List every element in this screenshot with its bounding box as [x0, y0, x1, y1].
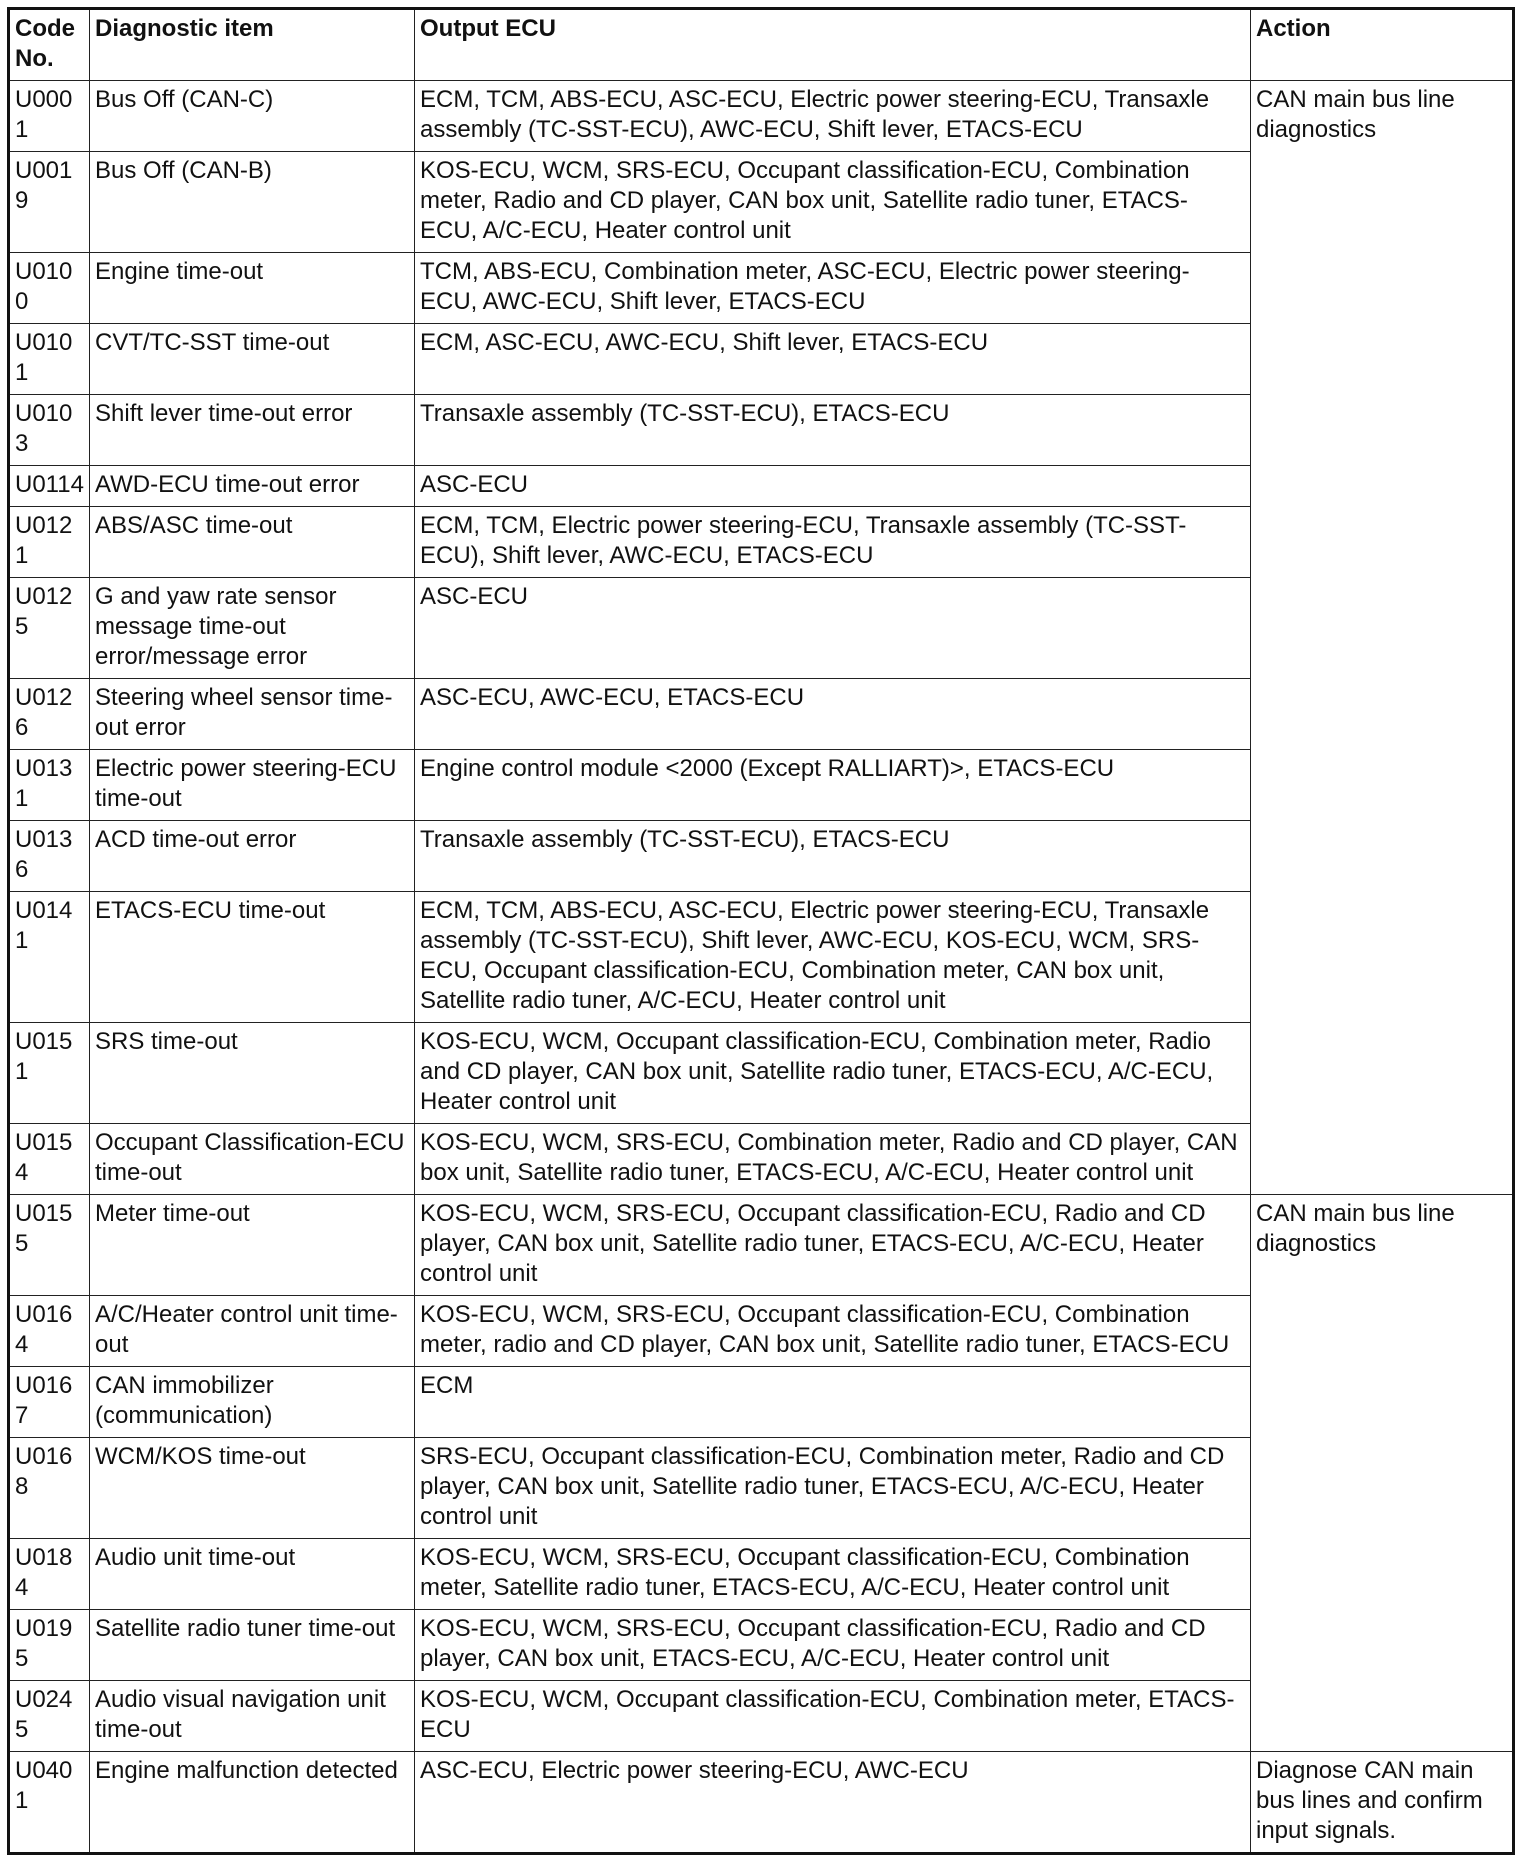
table-header-row	[9, 9, 1514, 81]
output-ecu-cell: ECM, TCM, Electric power steering-ECU, Transaxle assembly (TC-SST-ECU), Shift lever, AWC-ECU, ETACS-ECU	[415, 507, 1251, 578]
diagnostic-item-cell: Bus Off (CAN-C)	[90, 81, 415, 152]
code-cell: U0100	[9, 253, 90, 324]
diagnostic-item-cell: Electric power steering-ECU time-out	[90, 750, 415, 821]
diagnostic-item-cell: Occupant Classification-ECU time-out	[90, 1124, 415, 1195]
diagnostic-item-cell: ABS/ASC time-out	[90, 507, 415, 578]
diagnostic-item-cell: ETACS-ECU time-out	[90, 892, 415, 1023]
code-cell: U0101	[9, 324, 90, 395]
code-cell: U0125	[9, 578, 90, 679]
output-ecu-cell: KOS-ECU, WCM, SRS-ECU, Occupant classification-ECU, Combination meter, Radio and CD player, CAN box unit, Satellite radio tuner, ETACS-ECU, A/C-ECU, Heater control unit	[415, 152, 1251, 253]
output-ecu-cell: KOS-ECU, WCM, Occupant classification-ECU, Combination meter, Radio and CD player, CAN box unit, Satellite radio tuner, ETACS-ECU, A/C-ECU, Heater control unit	[415, 1023, 1251, 1124]
diagnostic-item-cell: CAN immobilizer (communication)	[90, 1367, 415, 1438]
diagnostic-item-cell: Audio visual navigation unit time-out	[90, 1681, 415, 1752]
code-cell: U0019	[9, 152, 90, 253]
output-ecu-cell: ASC-ECU	[415, 578, 1251, 679]
action-cell: Diagnose CAN main bus lines and confirm input signals.	[1251, 1752, 1514, 1854]
code-cell: U0141	[9, 892, 90, 1023]
code-cell: U0184	[9, 1539, 90, 1610]
output-ecu-cell: TCM, ABS-ECU, Combination meter, ASC-ECU, Electric power steering-ECU, AWC-ECU, Shift lever, ETACS-ECU	[415, 253, 1251, 324]
diagnostic-code-table-sheet	[7, 7, 1512, 1855]
diagnostic-item-cell: ACD time-out error	[90, 821, 415, 892]
diagnostic-item-cell: WCM/KOS time-out	[90, 1438, 415, 1539]
code-cell: U0401	[9, 1752, 90, 1854]
diagnostic-item-cell: Meter time-out	[90, 1195, 415, 1296]
action-cell: CAN main bus line diagnostics	[1251, 1195, 1514, 1752]
diagnostic-item-cell: Steering wheel sensor time-out error	[90, 679, 415, 750]
diagnostic-item-cell: A/C/Heater control unit time-out	[90, 1296, 415, 1367]
output-ecu-cell: ASC-ECU, AWC-ECU, ETACS-ECU	[415, 679, 1251, 750]
table-body	[9, 81, 1514, 1854]
code-cell: U0131	[9, 750, 90, 821]
code-cell: U0151	[9, 1023, 90, 1124]
code-cell: U0126	[9, 679, 90, 750]
output-ecu-cell: KOS-ECU, WCM, SRS-ECU, Occupant classification-ECU, Radio and CD player, CAN box unit, ETACS-ECU, A/C-ECU, Heater control unit	[415, 1610, 1251, 1681]
diagnostic-item-cell: Engine malfunction detected	[90, 1752, 415, 1854]
output-ecu-cell: ECM, TCM, ABS-ECU, ASC-ECU, Electric power steering-ECU, Transaxle assembly (TC-SST-ECU), Shift lever, AWC-ECU, KOS-ECU, WCM, SRS-ECU, Occupant classification-ECU, Combination meter, CAN box unit, Satellite radio tuner, A/C-ECU, Heater control unit	[415, 892, 1251, 1023]
diagnostic-item-cell: SRS time-out	[90, 1023, 415, 1124]
diagnostic-item-cell: Bus Off (CAN-B)	[90, 152, 415, 253]
output-ecu-cell: ASC-ECU, Electric power steering-ECU, AWC-ECU	[415, 1752, 1251, 1854]
output-ecu-cell: Engine control module <2000 (Except RALLIART)>, ETACS-ECU	[415, 750, 1251, 821]
table-row	[9, 81, 1514, 152]
diagnostic-item-cell: G and yaw rate sensor message time-out error/message error	[90, 578, 415, 679]
output-ecu-cell: ASC-ECU	[415, 466, 1251, 507]
diagnostic-item-cell: CVT/TC-SST time-out	[90, 324, 415, 395]
output-ecu-cell: ECM	[415, 1367, 1251, 1438]
diagnostic-item-cell: Shift lever time-out error	[90, 395, 415, 466]
output-ecu-cell: ECM, ASC-ECU, AWC-ECU, Shift lever, ETACS-ECU	[415, 324, 1251, 395]
output-ecu-cell: Transaxle assembly (TC-SST-ECU), ETACS-ECU	[415, 395, 1251, 466]
output-ecu-cell: KOS-ECU, WCM, SRS-ECU, Combination meter, Radio and CD player, CAN box unit, Satellite radio tuner, ETACS-ECU, A/C-ECU, Heater control unit	[415, 1124, 1251, 1195]
code-cell: U0103	[9, 395, 90, 466]
code-cell: U0245	[9, 1681, 90, 1752]
output-ecu-cell: KOS-ECU, WCM, Occupant classification-ECU, Combination meter, ETACS-ECU	[415, 1681, 1251, 1752]
code-cell: U0195	[9, 1610, 90, 1681]
code-cell: U0136	[9, 821, 90, 892]
code-cell: U0164	[9, 1296, 90, 1367]
diagnostic-item-cell: Audio unit time-out	[90, 1539, 415, 1610]
output-ecu-cell: SRS-ECU, Occupant classification-ECU, Combination meter, Radio and CD player, CAN box unit, Satellite radio tuner, ETACS-ECU, A/C-ECU, Heater control unit	[415, 1438, 1251, 1539]
code-cell: U0155	[9, 1195, 90, 1296]
output-ecu-cell: KOS-ECU, WCM, SRS-ECU, Occupant classification-ECU, Combination meter, radio and CD player, CAN box unit, Satellite radio tuner, ETACS-ECU	[415, 1296, 1251, 1367]
code-cell: U0001	[9, 81, 90, 152]
code-cell: U0154	[9, 1124, 90, 1195]
header-code-no: Code No.	[9, 9, 90, 81]
code-cell: U0114	[9, 466, 90, 507]
code-cell: U0168	[9, 1438, 90, 1539]
diagnostic-item-cell: AWD-ECU time-out error	[90, 466, 415, 507]
output-ecu-cell: ECM, TCM, ABS-ECU, ASC-ECU, Electric power steering-ECU, Transaxle assembly (TC-SST-ECU), AWC-ECU, Shift lever, ETACS-ECU	[415, 81, 1251, 152]
table-row	[9, 1195, 1514, 1296]
action-cell: CAN main bus line diagnostics	[1251, 81, 1514, 1195]
code-cell: U0167	[9, 1367, 90, 1438]
header-output-ecu: Output ECU	[415, 9, 1251, 81]
diagnostic-item-cell: Engine time-out	[90, 253, 415, 324]
code-cell: U0121	[9, 507, 90, 578]
table-row	[9, 1752, 1514, 1854]
header-diagnostic-item: Diagnostic item	[90, 9, 415, 81]
header-action: Action	[1251, 9, 1514, 81]
output-ecu-cell: KOS-ECU, WCM, SRS-ECU, Occupant classification-ECU, Combination meter, Satellite radio tuner, ETACS-ECU, A/C-ECU, Heater control unit	[415, 1539, 1251, 1610]
diagnostic-code-table	[7, 7, 1515, 1855]
diagnostic-item-cell: Satellite radio tuner time-out	[90, 1610, 415, 1681]
output-ecu-cell: KOS-ECU, WCM, SRS-ECU, Occupant classification-ECU, Radio and CD player, CAN box unit, Satellite radio tuner, ETACS-ECU, A/C-ECU, Heater control unit	[415, 1195, 1251, 1296]
output-ecu-cell: Transaxle assembly (TC-SST-ECU), ETACS-ECU	[415, 821, 1251, 892]
